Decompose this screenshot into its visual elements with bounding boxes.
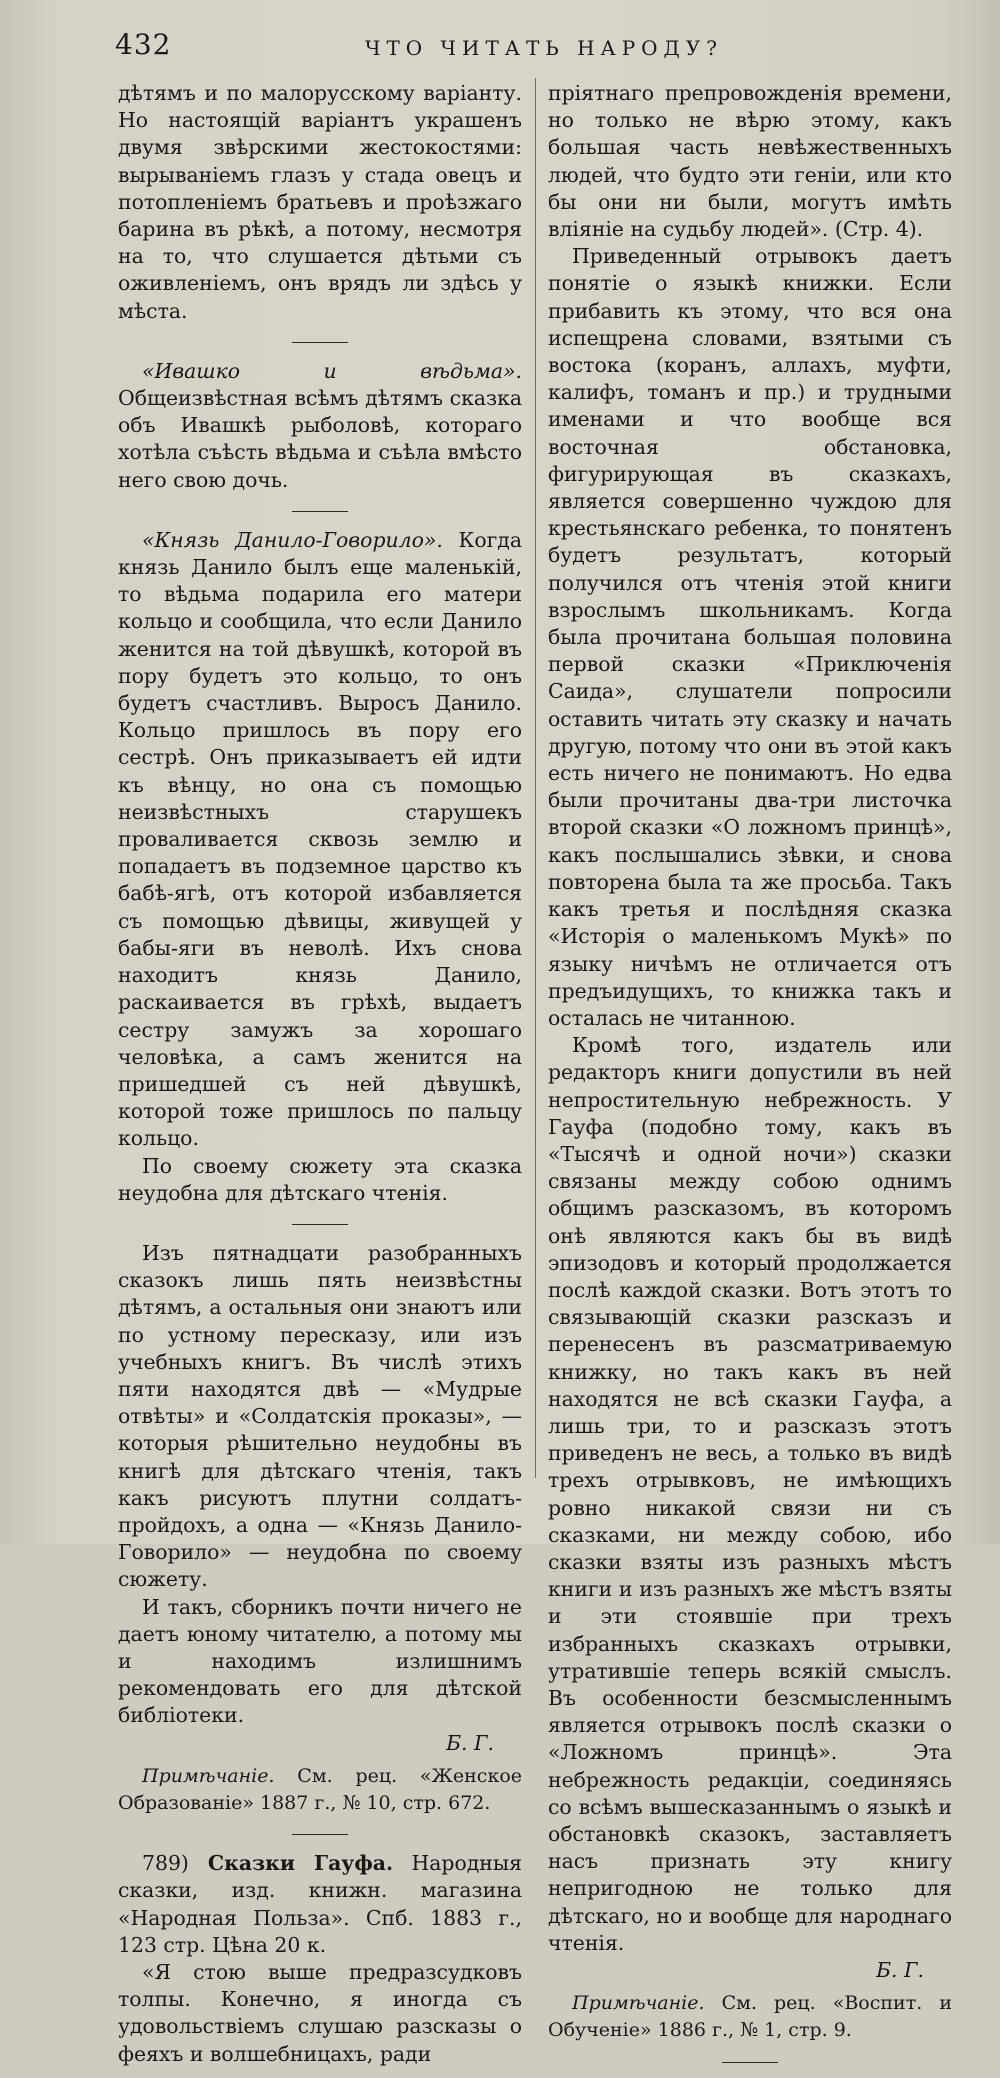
running-title: ЧТО ЧИТАТЬ НАРОДУ? xyxy=(365,36,723,60)
separator-rule xyxy=(292,1224,348,1225)
separator-rule xyxy=(292,342,348,343)
column-divider xyxy=(535,78,536,1478)
paragraph: Кромѣ того, издатель или редакторъ книги допустили въ ней непростительную небрежность. У Гауфа (подобно тому, какъ въ «Тысячѣ и одной ночи») сказки связаны между собою однимъ общимъ разсказомъ, въ которомъ онѣ являются какъ бы въ видѣ эпизодовъ и который продолжается послѣ каждой сказки. Вотъ этотъ то связывающій сказки разсказъ и перенесенъ въ разсматриваемую книжку, но такъ какъ въ ней находятся не всѣ сказки Гауфа, а лишь три, то и разсказъ этотъ приведенъ не весь, а только въ видѣ трехъ отрывковъ, не имѣющихъ ровно никакой связи ни съ сказками, ни между собою, ибо сказки взяты изъ разныхъ мѣстъ книги и изъ разныхъ же мѣстъ взяты и эти стоявшіе при трехъ избранныхъ сказкахъ отрывки, утратившіе теперь всякій смыслъ. Въ особенности безсмысленнымъ является отрывокъ послѣ сказки о «Ложномъ принцѣ». Эта небрежность редакціи, соединяясь со всѣмъ вышесказаннымъ о языкѣ и обстановкѣ сказокъ, заставляетъ насъ признать эту книгу непригодною не только для дѣтскаго, но и вообще для народнаго чтенія. xyxy=(548,1033,952,1955)
signature: Б. Г. xyxy=(876,1958,924,1983)
tale-title: «Ивашко и вѣдьма». xyxy=(142,358,522,383)
left-column xyxy=(118,80,522,2068)
footnote xyxy=(118,1763,522,1817)
signature: Б. Г. xyxy=(446,1730,494,1755)
separator-rule xyxy=(292,511,348,512)
paragraph xyxy=(118,358,522,494)
entry-title: Сказки Гауфа. xyxy=(188,1851,394,1876)
tale-title: «Князь Данило-Говорило». xyxy=(142,527,443,552)
paragraph-text: Когда князь Данило былъ еще маленькій, то вѣдьма подарила его матери кольцо и сообщила, что если Данило женится на той дѣвушкѣ, которой въ пору будетъ это кольцо, то онъ будетъ счастливъ. Выросъ Данило. Кольцо пришлось въ пору его сестрѣ. Онъ приказываетъ ей идти къ вѣнцу, но она съ помощью неизвѣстныхъ старушекъ проваливается сквозь землю и попадаетъ въ подземное царство къ бабѣ-ягѣ, отъ которой избавляется съ помощью дѣвицы, живущей у бабы-яги въ неволѣ. Ихъ снова находитъ князь Данило, раскаивается въ грѣхѣ, выдаетъ сестру замужъ за хорошаго человѣка, а самъ женится на пришедшей съ ней дѣвушкѣ, которой тоже пришлось по пальцу кольцо. xyxy=(118,527,522,1151)
paragraph: Приведенный отрывокъ даетъ понятіе о языкѣ книжки. Если прибавить къ этому, что вся она испещрена словами, взятыми съ востока (коранъ, аллахъ, муфти, калифъ, томанъ и пр.) и трудными именами и что вообще вся восточная обстановка, фигурирующая въ сказкахъ, является совершенно чуждою для крестьянскаго ребенка, то понятенъ будетъ результатъ, который получился отъ чтенія этой книги взрослымъ школьникамъ. Когда была прочитана большая половина первой сказки «Приключенія Саида», слушатели попросили оставить читать эту сказку и начать другую, потому что они въ этой какъ есть ничего не понимаютъ. Но едва были прочитаны два-три листочка второй сказки «О ложномъ принцѣ», какъ послышались зѣвки, и снова повторена была та же просьба. Такъ какъ третья и послѣдняя сказка «Исторія о маленькомъ Мукѣ» по языку ничѣмъ не отличается отъ предъидущихъ, то книжка такъ и осталась не читанною. xyxy=(548,244,952,1030)
entry-text: Народныя сказки, изд. книжн. магазина «Народная Польза». Спб. 1883 г., 123 стр. Цѣна 20 к. xyxy=(118,1851,522,1957)
paragraph: пріятнаго препровожденія времени, но только не вѣрю этому, какъ большая часть невѣжественныхъ людей, что будто эти геніи, или кто бы они ни были, могутъ имѣть вліяніе на судьбу людей». (Стр. 4). xyxy=(548,81,952,242)
separator-rule xyxy=(722,2062,778,2063)
paragraph: Изъ пятнадцати разобранныхъ сказокъ лишь пять неизвѣстны дѣтямъ, а остальныя они знаютъ или по устному пересказу, или изъ учебныхъ книгъ. Въ числѣ этихъ пяти находятся двѣ — «Мудрые отвѣты» и «Солдатскія проказы», — которыя рѣшительно неудобны въ книгѣ для дѣтскаго чтенія, такъ какъ рисуютъ плутни солдатъ-пройдохъ, а одна — «Князь Данило-Говорило» — неудобна по своему сюжету. xyxy=(118,1240,522,1592)
footnote-text: См. рец. «Воспит. и Обученіе» 1886 г., № 1, стр. 9. xyxy=(548,1992,952,2042)
book-entry xyxy=(118,1850,522,1959)
footnote-label: Примѣчаніе. xyxy=(572,1992,705,2015)
quote: «Я стою выше предразсудковъ толпы. Конечно, я иногда съ удовольствіемъ слушаю разсказы о феяхъ и волшебницахъ, ради xyxy=(118,1960,522,2066)
entry-number: 789) xyxy=(142,1851,189,1876)
separator-rule xyxy=(292,1834,348,1835)
right-column xyxy=(548,80,952,2078)
paragraph-text: Общеизвѣстная всѣмъ дѣтямъ сказка объ Ивашкѣ рыболовѣ, котораго хотѣла съѣсть вѣдьма и съѣла вмѣсто него свою дочь. xyxy=(118,386,522,492)
paragraph: И такъ, сборникъ почти ничего не даетъ юному читателю, а потому мы и находимъ излишнимъ рекомендовать его для дѣтской библіотеки. xyxy=(118,1594,522,1728)
paragraph: дѣтямъ и по малорусскому варіанту. Но настоящій варіантъ украшенъ двумя звѣрскими жестокостями: вырываніемъ глазъ у стада овецъ и потопленіемъ братьевъ и проѣзжаго барина въ рѣкѣ, а потому, несмотря на то, что слушается дѣтьми съ оживленіемъ, онъ врядъ ли здѣсь у мѣста. xyxy=(118,81,522,323)
page-header xyxy=(115,28,935,68)
paragraph xyxy=(118,527,522,1153)
footnote-label: Примѣчаніе. xyxy=(142,1764,275,1787)
paragraph: По своему сюжету эта сказка неудобна для дѣтскаго чтенія. xyxy=(118,1153,522,1205)
footnote-text: См. рец. «Женское Образованіе» 1887 г., № 10, стр. 672. xyxy=(118,1764,522,1814)
footnote xyxy=(548,1990,952,2044)
page-number: 432 xyxy=(115,28,172,61)
